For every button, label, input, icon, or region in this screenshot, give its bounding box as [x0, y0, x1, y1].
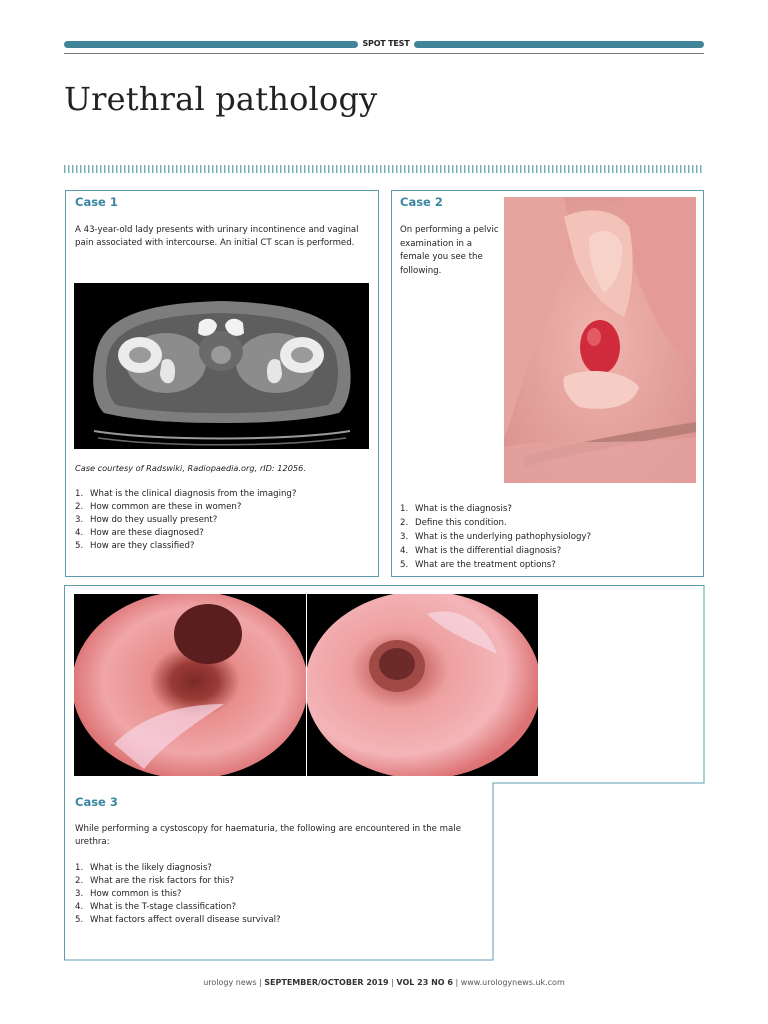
case3-intro: While performing a cystoscopy for haematuria, the following are encountered in the male urethra:: [75, 824, 461, 847]
header-bar-right: [414, 41, 704, 48]
header-bar-left: [64, 41, 358, 48]
footer-separator: |: [259, 978, 262, 987]
list-item: 1. What is the diagnosis?: [400, 504, 512, 514]
footer-volume: VOL 23 NO 6: [396, 978, 453, 987]
section-tag: SPOT TEST: [362, 39, 410, 48]
footer-separator: |: [455, 978, 459, 987]
list-item: 4. How are these diagnosed?: [75, 528, 204, 538]
list-item: 4. What is the differential diagnosis?: [400, 546, 562, 556]
footer-separator: |: [391, 978, 394, 987]
case3-cystoscopy-right: [307, 594, 538, 776]
case3-cystoscopy-left: [74, 594, 306, 776]
list-item: 5. What are the treatment options?: [400, 560, 556, 570]
list-item: 1. What is the clinical diagnosis from the imaging?: [75, 489, 297, 499]
case1-ct-image: [74, 283, 369, 449]
case2-title: Case 2: [400, 195, 443, 209]
header-rule: [64, 53, 704, 54]
case1-caption: Case courtesy of Radswiki, Radiopaedia.org, rID: 12056.: [75, 463, 306, 473]
case1-questions: [75, 488, 373, 553]
list-item: 3. How do they usually present?: [75, 515, 218, 525]
list-item: 5. How are they classified?: [75, 541, 195, 551]
case1-intro: A 43-year-old lady presents with urinary incontinence and vaginal pain associated with intercourse. An initial CT scan is performed.: [75, 225, 359, 248]
list-item: 1. What is the likely diagnosis?: [75, 863, 212, 873]
page-footer: [0, 978, 768, 987]
list-item: 5. What factors affect overall disease survival?: [75, 915, 281, 925]
case3-questions: [75, 862, 475, 927]
page-title: Urethral pathology: [64, 80, 378, 118]
list-item: 3. What is the underlying pathophysiology?: [400, 532, 592, 542]
list-item: 2. Define this condition.: [400, 518, 507, 528]
dashed-divider: [64, 165, 704, 173]
case2-intro: On performing a pelvic examination in a female you see the following.: [400, 225, 499, 276]
list-item: 3. How common is this?: [75, 889, 182, 899]
case2-exam-image: [504, 197, 696, 483]
list-item: 2. What are the risk factors for this?: [75, 876, 235, 886]
footer-url[interactable]: www.urologynews.uk.com: [460, 978, 565, 987]
list-item: 2. How common are these in women?: [75, 502, 242, 512]
list-item: 4. What is the T-stage classification?: [75, 902, 237, 912]
case1-title: Case 1: [75, 195, 118, 209]
footer-issue: SEPTEMBER/OCTOBER 2019: [264, 978, 389, 987]
case3-title: Case 3: [75, 795, 118, 809]
case2-questions: [400, 502, 698, 572]
footer-publication: urology news: [203, 978, 257, 987]
